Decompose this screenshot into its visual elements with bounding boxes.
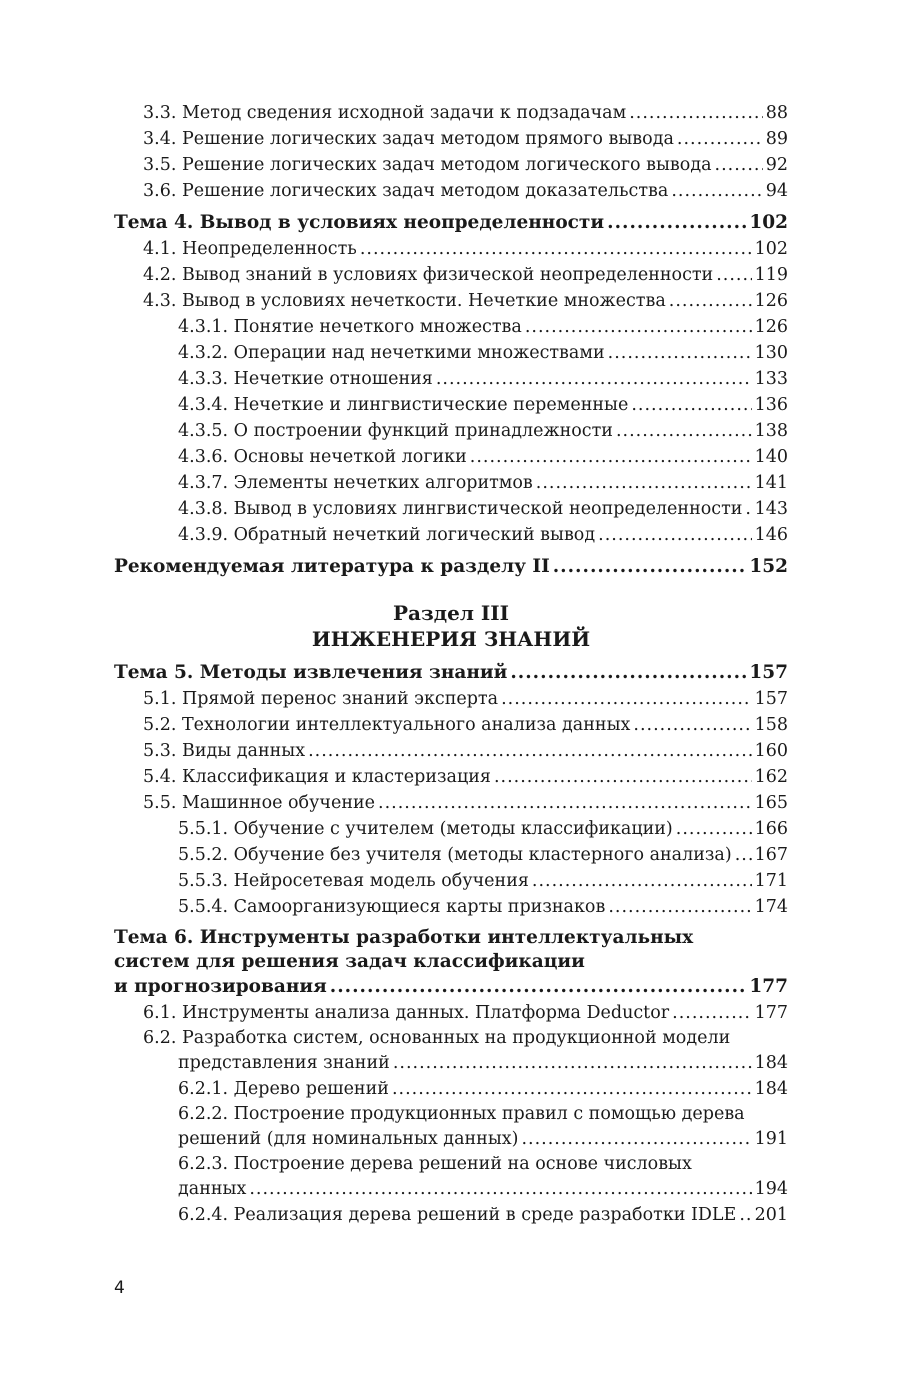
section-title: ИНЖЕНЕРИЯ ЗНАНИЙ <box>311 627 591 651</box>
toc-entry: 5.5.3. Нейросетевая модель обучения ..... 171 <box>114 868 788 894</box>
toc-entry: 4.3.5. О построении функций принадлежности ..... 138 <box>114 418 788 444</box>
toc-entry: 3.5. Решение логических задач методом логического вывода ..... 92 <box>114 152 788 178</box>
toc-entry: 5.5.4. Самоорганизующиеся карты признаков ..... 174 <box>114 894 788 920</box>
toc-entry: 5.2. Технологии интеллектуального анализа данных ..... 158 <box>114 712 788 738</box>
toc-entry: 4.3.8. Вывод в условиях лингвистической неопределенности ..... 143 <box>114 496 788 522</box>
toc-entry: 5.5. Машинное обучение ..... 165 <box>114 790 788 816</box>
toc-topic-heading: Тема 5. Методы извлечения знаний ..... 157 <box>114 660 788 686</box>
toc-entry: 5.3. Виды данных ..... 160 <box>114 738 788 764</box>
toc-entry: 6.2.2. Построение продукционных правил с помощью дерева решений (для номинальных данных) ..... 191 <box>114 1102 788 1152</box>
toc-entry: 4.3. Вывод в условиях нечеткости. Нечеткие множества ..... 126 <box>114 288 788 314</box>
toc-group-topic4 <box>114 236 788 548</box>
section-label: Раздел III <box>393 601 509 625</box>
toc-entry: 5.5.2. Обучение без учителя (методы кластерного анализа) ..... 167 <box>114 842 788 868</box>
toc-entry: 6.2.1. Дерево решений ..... 184 <box>114 1076 788 1102</box>
page-number: 4 <box>114 1278 125 1298</box>
toc-entry: 4.3.2. Операции над нечеткими множествами ..... 130 <box>114 340 788 366</box>
toc-entry: 4.3.6. Основы нечеткой логики ..... 140 <box>114 444 788 470</box>
toc-group-topic3 <box>114 100 788 204</box>
toc-entry: 6.2. Разработка систем, основанных на продукционной модели представления знаний ..... 184 <box>114 1026 788 1076</box>
toc-group-topic6 <box>114 1000 788 1228</box>
toc-entry: 6.2.4. Реализация дерева решений в среде разработки IDLE ..... 201 <box>114 1202 788 1228</box>
toc-topic-heading-multiline: Тема 6. Инструменты разработки интеллектуальных систем для решения задач классификации и прогнозирования ..... 177 <box>114 926 788 1000</box>
toc-entry: 5.4. Классификация и кластеризация ..... 162 <box>114 764 788 790</box>
toc-topic-heading: Тема 4. Вывод в условиях неопределенности ..... 102 <box>114 210 788 236</box>
toc-group-topic5 <box>114 686 788 920</box>
toc-entry: 5.1. Прямой перенос знаний эксперта ..... 157 <box>114 686 788 712</box>
toc-entry: 4.1. Неопределенность ..... 102 <box>114 236 788 262</box>
toc-entry: 4.3.4. Нечеткие и лингвистические переменные ..... 136 <box>114 392 788 418</box>
toc-entry: 3.6. Решение логических задач методом доказательства ..... 94 <box>114 178 788 204</box>
table-of-contents <box>114 100 788 1228</box>
toc-entry: 3.3. Метод сведения исходной задачи к подзадачам ..... 88 <box>114 100 788 126</box>
toc-entry: 4.3.9. Обратный нечеткий логический вывод ..... 146 <box>114 522 788 548</box>
toc-entry: 4.3.3. Нечеткие отношения ..... 133 <box>114 366 788 392</box>
toc-entry: 6.1. Инструменты анализа данных. Платформа Deductor ..... 177 <box>114 1000 788 1026</box>
toc-entry: 6.2.3. Построение дерева решений на основе числовых данных ..... 194 <box>114 1152 788 1202</box>
toc-entry: 3.4. Решение логических задач методом прямого вывода ..... 89 <box>114 126 788 152</box>
toc-entry: 4.3.1. Понятие нечеткого множества ..... 126 <box>114 314 788 340</box>
toc-entry: 4.2. Вывод знаний в условиях физической неопределенности ..... 119 <box>114 262 788 288</box>
toc-entry: 4.3.7. Элементы нечетких алгоритмов ..... 141 <box>114 470 788 496</box>
toc-entry: 5.5.1. Обучение с учителем (методы классификации) ..... 166 <box>114 816 788 842</box>
toc-literature-heading: Рекомендуемая литература к разделу II ..... 152 <box>114 554 788 580</box>
